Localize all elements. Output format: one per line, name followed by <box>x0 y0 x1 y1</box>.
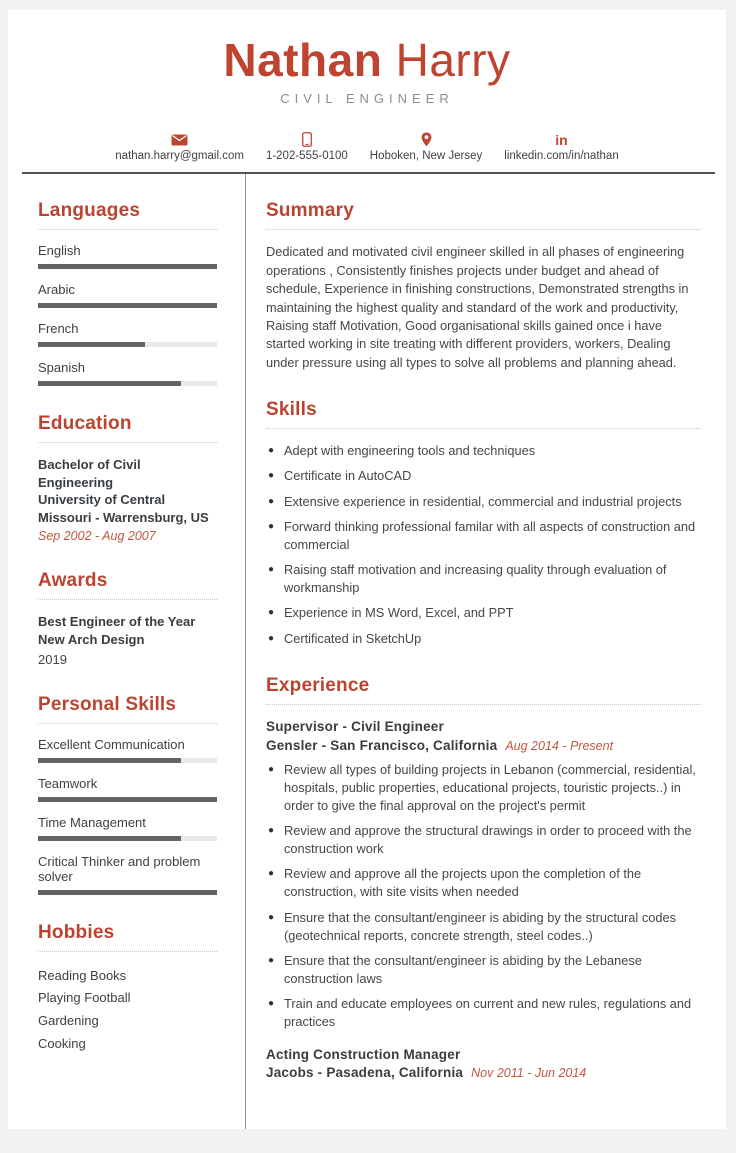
job-company: Jacobs - Pasadena, California <box>266 1065 464 1081</box>
bullet-item <box>266 518 701 554</box>
bullet-item <box>266 909 701 945</box>
meter-item <box>38 854 217 895</box>
sidebar <box>8 174 245 1129</box>
awards-heading: Awards <box>38 570 217 600</box>
job-role: Acting Construction Manager <box>266 1046 461 1062</box>
job-dates: Nov 2011 - Jun 2014 <box>471 1066 587 1081</box>
section-languages <box>38 200 217 386</box>
experience-heading: Experience <box>266 675 701 705</box>
hobby-item: Gardening <box>38 1013 99 1029</box>
contact-location <box>370 132 483 162</box>
hobby-item: Playing Football <box>38 990 131 1006</box>
bullet-text: Certificated in SketchUp <box>284 630 422 646</box>
job-entry <box>266 718 701 1032</box>
main-column <box>245 174 726 1129</box>
bullet-item <box>266 442 701 460</box>
job-title: CIVIL ENGINEER <box>280 91 454 107</box>
location-icon <box>421 132 432 147</box>
meter-label: French <box>38 321 79 337</box>
job-bullets <box>266 761 701 1032</box>
meter-fill <box>38 342 145 347</box>
bullet-text: Ensure that the consultant/engineer is abiding by the Lebanese construction laws <box>284 952 642 987</box>
meter-fill <box>38 303 217 308</box>
meter-item <box>38 282 217 308</box>
bullet-item <box>266 761 701 815</box>
bullet-icon: ● <box>268 564 275 576</box>
bullet-icon: ● <box>268 868 275 880</box>
bullet-icon: ● <box>268 954 275 966</box>
bullet-text: Review all types of building projects in Lebanon (commercial, residential, hospitals, public properties, educational projects, touristic projects..) in order to give the final approval on the project's permit <box>284 761 696 813</box>
meter-fill <box>38 836 181 841</box>
meter-item <box>38 815 217 841</box>
contact-linkedin <box>504 132 618 162</box>
bullet-text: Raising staff motivation and increasing quality through evaluation of workmanship <box>284 562 667 596</box>
hobbies-heading: Hobbies <box>38 922 217 952</box>
languages-heading: Languages <box>38 200 217 230</box>
meter-item <box>38 737 217 763</box>
meter-fill <box>38 264 217 269</box>
meter-track <box>38 303 217 308</box>
skills-heading: Skills <box>266 399 701 429</box>
bullet-text: Review and approve all the projects upon the completion of the construction, with site visits when needed <box>284 866 642 900</box>
job-dates: Aug 2014 - Present <box>505 738 614 753</box>
meter-track <box>38 890 217 895</box>
bullet-item <box>266 493 701 511</box>
skills-list <box>266 442 701 647</box>
summary-text: Dedicated and motivated civil engineer skilled in all phases of engineering operations , Consistently finishes projects under budget and ahead of schedule, Experience in finishing constructions, Demonstrated strengths in maintaining the highest quality and standard of the work and productivity, Raising staff Motivation, Good organisational skills gained once i have started working in site treating with different providers, workers, Dealing under pressure using all types to solve all problems and planning ahead. <box>266 244 689 370</box>
meter-label: Excellent Communication <box>38 736 185 752</box>
bullet-icon: ● <box>268 998 275 1010</box>
bullet-item <box>266 822 701 858</box>
first-name: Nathan <box>223 34 383 86</box>
contact-phone <box>266 132 348 162</box>
bullet-icon: ● <box>268 632 275 644</box>
bullet-item <box>266 604 701 622</box>
meter-label: Time Management <box>38 814 146 830</box>
education-school: University of Central Missouri - Warrensburg, US <box>38 492 209 525</box>
section-skills <box>266 399 701 647</box>
section-hobbies <box>38 922 217 1056</box>
jobs-list <box>266 718 701 1083</box>
contact-location-text: Hoboken, New Jersey <box>369 150 483 163</box>
contact-email <box>115 132 244 162</box>
bullet-text: Train and educate employees on current and new rules, regulations and practices <box>284 996 692 1030</box>
job-company: Gensler - San Francisco, California <box>266 737 498 753</box>
job-entry <box>266 1046 701 1083</box>
personal-skills-heading: Personal Skills <box>38 694 217 724</box>
meter-label: Arabic <box>38 282 75 298</box>
bullet-icon: ● <box>268 607 275 619</box>
contact-phone-text: 1-202-555-0100 <box>265 150 348 163</box>
meter-fill <box>38 890 217 895</box>
job-role: Supervisor - Civil Engineer <box>266 718 444 734</box>
bullet-text: Ensure that the consultant/engineer is abiding by the structural codes (geotechnical reports, concrete strength, steel codes..) <box>284 909 676 943</box>
meter-fill <box>38 758 181 763</box>
personal-skills-list <box>38 737 217 895</box>
award-title-line2: New Arch Design <box>38 632 145 648</box>
languages-list <box>38 243 217 386</box>
hobby-item: Reading Books <box>38 967 127 983</box>
bullet-icon: ● <box>268 470 275 482</box>
bullet-text: Certificate in AutoCAD <box>284 468 412 484</box>
contact-email-text: nathan.harry@gmail.com <box>115 150 244 163</box>
bullet-item <box>266 561 701 597</box>
education-heading: Education <box>38 413 217 443</box>
bullet-icon: ● <box>268 763 275 775</box>
page-title <box>8 36 726 84</box>
bullet-text: Adept with engineering tools and techniques <box>284 443 536 459</box>
job-company-line <box>266 737 701 755</box>
bullet-text: Extensive experience in residential, commercial and industrial projects <box>284 493 682 509</box>
meter-track <box>38 264 217 269</box>
last-name: Harry <box>395 34 511 86</box>
contact-linkedin-text: linkedin.com/in/nathan <box>504 150 619 163</box>
meter-track <box>38 381 217 386</box>
resume-page <box>8 10 726 1129</box>
bullet-item <box>266 630 701 648</box>
bullet-icon: ● <box>268 445 275 457</box>
section-awards <box>38 570 217 666</box>
education-dates: Sep 2002 - Aug 2007 <box>38 529 156 544</box>
bullet-item <box>266 865 701 901</box>
bullet-icon: ● <box>268 495 275 507</box>
bullet-text: Forward thinking professional familar with all aspects of construction and commercial <box>284 518 696 552</box>
meter-track <box>38 758 217 763</box>
phone-icon <box>302 132 312 147</box>
meter-item <box>38 776 217 802</box>
meter-label: Critical Thinker and problem solver <box>38 853 201 884</box>
content-columns <box>8 174 726 1129</box>
meter-track <box>38 797 217 802</box>
bullet-icon: ● <box>268 825 275 837</box>
meter-track <box>38 342 217 347</box>
bullet-item <box>266 467 701 485</box>
meter-label: English <box>38 243 81 259</box>
job-company-line <box>266 1064 701 1082</box>
bullet-item <box>266 995 701 1031</box>
meter-item <box>38 321 217 347</box>
education-degree: Bachelor of Civil Engineering <box>38 457 141 490</box>
bullet-icon: ● <box>268 911 275 923</box>
bullet-text: Review and approve the structural drawings in order to proceed with the construction work <box>284 823 692 857</box>
contact-row <box>8 132 726 172</box>
section-education <box>38 413 217 543</box>
summary-heading: Summary <box>266 200 701 230</box>
bullet-text: Experience in MS Word, Excel, and PPT <box>284 605 514 621</box>
meter-fill <box>38 797 217 802</box>
bullet-icon: ● <box>268 520 275 532</box>
meter-track <box>38 836 217 841</box>
meter-item <box>38 243 217 269</box>
linkedin-icon: in <box>555 131 568 148</box>
award-title-line1: Best Engineer of the Year <box>38 614 196 630</box>
section-experience <box>266 675 701 1083</box>
bullet-item <box>266 952 701 988</box>
meter-item <box>38 360 217 386</box>
hobby-item: Cooking <box>38 1035 86 1051</box>
section-summary <box>266 200 701 372</box>
award-year: 2019 <box>38 651 67 667</box>
meter-label: Spanish <box>38 360 85 376</box>
email-icon <box>171 132 188 147</box>
section-personal-skills <box>38 694 217 895</box>
meter-fill <box>38 381 181 386</box>
meter-label: Teamwork <box>38 775 98 791</box>
